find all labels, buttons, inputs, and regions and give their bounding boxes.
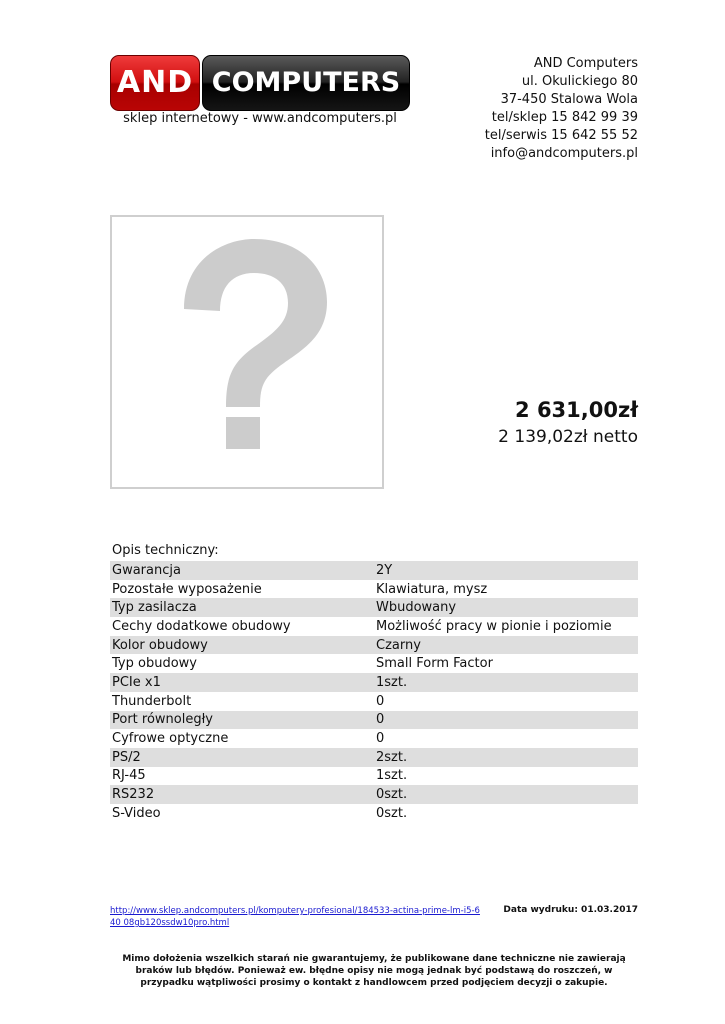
company-info bbox=[485, 55, 638, 163]
spec-value: 2szt. bbox=[374, 748, 638, 767]
spec-key: Port równoległy bbox=[110, 711, 374, 730]
spec-value: 0szt. bbox=[376, 805, 408, 821]
company-name: AND Computers bbox=[533, 56, 638, 71]
spec-value: 0 bbox=[376, 693, 385, 709]
tagline: sklep internetowy - www.andcomputers.pl bbox=[123, 111, 397, 126]
company-phone-shop: tel/sklep 15 842 99 39 bbox=[491, 110, 638, 125]
spec-value: 1szt. bbox=[374, 673, 638, 692]
spec-value: 0szt. bbox=[374, 785, 638, 804]
product-url-link[interactable]: http://www.sklep.andcomputers.pl/komputery-profesional/184533-actina-prime-lm-i5-640 08gb120ssdw10pro.html bbox=[110, 906, 480, 928]
spec-key: S-Video bbox=[112, 805, 161, 821]
table-row bbox=[110, 617, 638, 636]
table-row bbox=[110, 561, 638, 580]
spec-value: Klawiatura, mysz bbox=[376, 581, 488, 597]
spec-value: 1szt. bbox=[376, 768, 408, 784]
spec-key: Kolor obudowy bbox=[110, 636, 374, 655]
spec-key: PCIe x1 bbox=[110, 673, 374, 692]
table-row bbox=[110, 673, 638, 692]
spec-table bbox=[110, 561, 638, 823]
table-row bbox=[110, 580, 638, 599]
spec-value: Wbudowany bbox=[374, 598, 638, 617]
spec-title: Opis techniczny: bbox=[112, 543, 219, 558]
spec-key: Cechy dodatkowe obudowy bbox=[112, 618, 291, 634]
spec-key: Gwarancja bbox=[110, 561, 374, 580]
print-date: Data wydruku: 01.03.2017 bbox=[503, 905, 638, 915]
spec-value: Możliwość pracy w pionie i poziomie bbox=[376, 618, 612, 634]
spec-value: 0 bbox=[374, 711, 638, 730]
spec-value: 2Y bbox=[374, 561, 638, 580]
spec-value: Small Form Factor bbox=[376, 656, 493, 672]
company-phone-service: tel/serwis 15 642 55 52 bbox=[484, 128, 638, 143]
logo-and: AND bbox=[110, 55, 200, 111]
table-row bbox=[110, 748, 638, 767]
spec-key: Cyfrowe optyczne bbox=[112, 731, 229, 747]
table-row bbox=[110, 767, 638, 786]
table-row bbox=[110, 785, 638, 804]
company-logo bbox=[110, 55, 410, 111]
question-mark-icon bbox=[112, 217, 382, 487]
spec-key: PS/2 bbox=[110, 748, 374, 767]
spec-key: Thunderbolt bbox=[112, 693, 192, 709]
table-row bbox=[110, 598, 638, 617]
spec-key: Typ obudowy bbox=[112, 656, 197, 672]
disclaimer: Mimo dołożenia wszelkich starań nie gwarantujemy, że publikowane dane techniczne nie zawierają braków lub błędów. Ponieważ ew. błędne opisy nie mogą jednak być podstawą do roszczeń, w przypadku wątpliwości prosimy o kontakt z handlowcem przed podjęciem decyzji o zakupie. bbox=[122, 954, 626, 988]
price-net: 2 139,02zł netto bbox=[498, 427, 638, 447]
table-row bbox=[110, 711, 638, 730]
logo-computers: COMPUTERS bbox=[202, 55, 410, 111]
product-image-placeholder bbox=[110, 215, 384, 489]
table-row bbox=[110, 692, 638, 711]
table-row bbox=[110, 636, 638, 655]
table-row bbox=[110, 654, 638, 673]
table-row bbox=[110, 804, 638, 823]
price-block bbox=[498, 398, 638, 447]
spec-key: RJ-45 bbox=[112, 768, 146, 784]
company-street: ul. Okulickiego 80 bbox=[521, 74, 638, 89]
company-city: 37-450 Stalowa Wola bbox=[500, 92, 638, 107]
spec-value: 0 bbox=[376, 731, 385, 747]
spec-value: Czarny bbox=[374, 636, 638, 655]
company-email: info@andcomputers.pl bbox=[490, 146, 638, 161]
price-gross: 2 631,00zł bbox=[515, 398, 638, 422]
spec-key: RS232 bbox=[110, 785, 374, 804]
table-row bbox=[110, 729, 638, 748]
spec-key: Pozostałe wyposażenie bbox=[112, 581, 262, 597]
spec-key: Typ zasilacza bbox=[110, 598, 374, 617]
